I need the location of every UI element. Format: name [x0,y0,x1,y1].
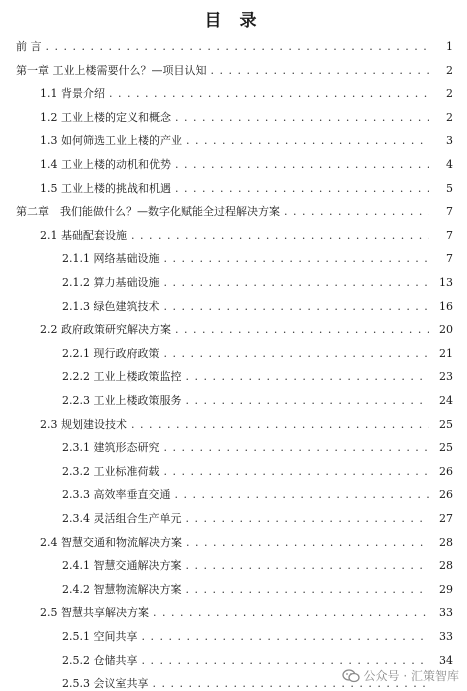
dot-leader [142,630,430,644]
toc-entry-label: 2.5 智慧共享解决方案 [40,606,149,620]
dot-leader [164,300,430,314]
toc-entry [0,154,467,172]
toc-entry-page: 3 [446,134,453,148]
toc-entry [0,579,467,597]
toc-entry-page: 7 [446,205,453,219]
toc-entry-page: 33 [439,606,453,620]
toc-entry [0,461,467,479]
toc-entry [0,83,467,101]
toc-entry-page: 21 [439,346,453,360]
dot-leader [284,205,429,219]
dot-leader [186,370,430,384]
dot-leader [164,441,430,455]
dot-leader [164,276,430,290]
toc-entry-page: 28 [439,535,453,549]
toc-entry-label: 2.4.1 智慧交通解决方案 [62,559,182,573]
toc-entry-page: 4 [446,158,453,171]
toc-entry-label: 2.3.1 建筑形态研究 [62,441,160,455]
toc-entry-page: 16 [439,299,453,313]
watermark-text: 公众号 · 汇策智库 [363,669,459,683]
toc-entry-label: 1.1 背景介绍 [40,87,105,101]
toc-entry-label: 2.4 智慧交通和物流解决方案 [40,535,182,549]
toc-entry [0,390,467,408]
dot-leader [186,134,429,148]
toc-entry-page: 7 [446,228,453,242]
dot-leader [153,606,429,620]
toc-entry [0,201,467,219]
toc-entry-page: 25 [439,441,453,455]
toc-entry-label: 2.5.3 会议室共享 [62,677,149,691]
toc-entry [0,319,467,337]
toc-entry [0,272,467,290]
toc-entry [0,36,467,54]
toc-entry-page: 28 [439,559,453,573]
toc-entry-page: 29 [439,582,453,596]
toc-entry-page: 27 [439,512,453,525]
dot-leader [186,394,430,408]
dot-leader [131,229,429,243]
dot-leader [186,512,430,526]
toc-entry-page: 26 [439,464,453,478]
toc-entry-page: 5 [446,181,453,195]
toc-entry [0,626,467,644]
toc-entry [0,532,467,550]
toc-entry-page: 1 [446,40,453,53]
toc-entry [0,366,467,384]
dot-leader [186,536,429,550]
dot-leader [109,87,429,101]
toc-entry [0,414,467,432]
toc-entry [0,555,467,573]
dot-leader [175,323,429,337]
toc-entry [0,484,467,502]
toc-entry-page: 34 [439,653,453,667]
toc-entry-page: 2 [446,63,453,77]
toc-entry [0,437,467,455]
toc-entry-label: 2.3.2 工业标准荷载 [62,464,160,478]
toc-entry-label: 前 言 [16,40,42,53]
toc-entry [0,602,467,620]
toc-entry-label: 2.4.2 智慧物流解决方案 [62,582,182,596]
toc-entry-label: 2.1.1 网络基础设施 [62,252,160,266]
toc-entry-page: 23 [439,370,453,384]
dot-leader [164,347,430,361]
toc-entry-page: 25 [439,417,453,431]
toc-entry-label: 2.3.3 高效率垂直交通 [62,488,171,502]
toc-entry-label: 第一章 工业上楼需要什么？—项目认知 [16,63,207,77]
toc-entry-page: 2 [446,87,453,101]
dot-leader [131,418,429,432]
toc-entry-label: 2.2.3 工业上楼政策服务 [62,394,182,407]
dot-leader [164,465,430,479]
toc-entry [0,650,467,668]
dot-leader [175,182,429,196]
watermark [342,667,459,684]
toc-entry-label: 1.4 工业上楼的动机和优势 [40,158,171,171]
dot-leader [186,559,430,573]
toc-entry-page: 20 [439,323,453,337]
toc-entry-page: 13 [439,276,453,289]
toc-entry [0,60,467,78]
toc-entry-page: 7 [446,252,453,266]
toc-entry [0,225,467,243]
dot-leader [175,111,429,125]
toc-entry-label: 2.1 基础配套设施 [40,228,127,242]
dot-leader [46,40,430,54]
toc-entry-label: 1.2 工业上楼的定义和概念 [40,110,171,124]
page-title: 目 录 [204,11,263,31]
toc-entry-label: 2.5.1 空间共享 [62,630,138,643]
dot-leader [164,252,430,266]
dot-leader [211,64,430,78]
wechat-icon [342,669,360,683]
toc-entry-label: 1.5 工业上楼的挑战和机遇 [40,181,171,195]
toc-entry-page: 2 [446,110,453,124]
toc-entry-label: 2.5.2 仓储共享 [62,653,138,667]
toc-entry [0,130,467,148]
dot-leader [175,158,429,172]
toc-entry-label: 第二章 我们能做什么？—数字化赋能全过程解决方案 [16,205,280,219]
toc-entry-label: 2.1.3 绿色建筑技术 [62,299,160,313]
toc-entry [0,107,467,125]
toc-entry [0,343,467,361]
toc-entry-label: 1.3 如何筛选工业上楼的产业 [40,134,182,148]
dot-leader [142,654,430,668]
toc-entry-label: 2.3 规划建设技术 [40,417,127,431]
toc-entry [0,248,467,266]
toc-entry-page: 24 [439,394,453,407]
toc-entry-label: 2.3.4 灵活组合生产单元 [62,512,182,525]
toc-entry [0,508,467,526]
toc-entry [0,178,467,196]
toc-entry-label: 2.1.2 算力基础设施 [62,276,160,289]
toc-entry-label: 2.2.1 现行政府政策 [62,346,160,360]
toc-entry-page: 26 [439,488,453,502]
toc-entry-label: 2.2 政府政策研究解决方案 [40,323,171,337]
toc-entry-page: 33 [439,630,453,643]
toc-entry [0,296,467,314]
dot-leader [175,488,430,502]
dot-leader [186,583,430,597]
toc-entry-label: 2.2.2 工业上楼政策监控 [62,370,182,384]
